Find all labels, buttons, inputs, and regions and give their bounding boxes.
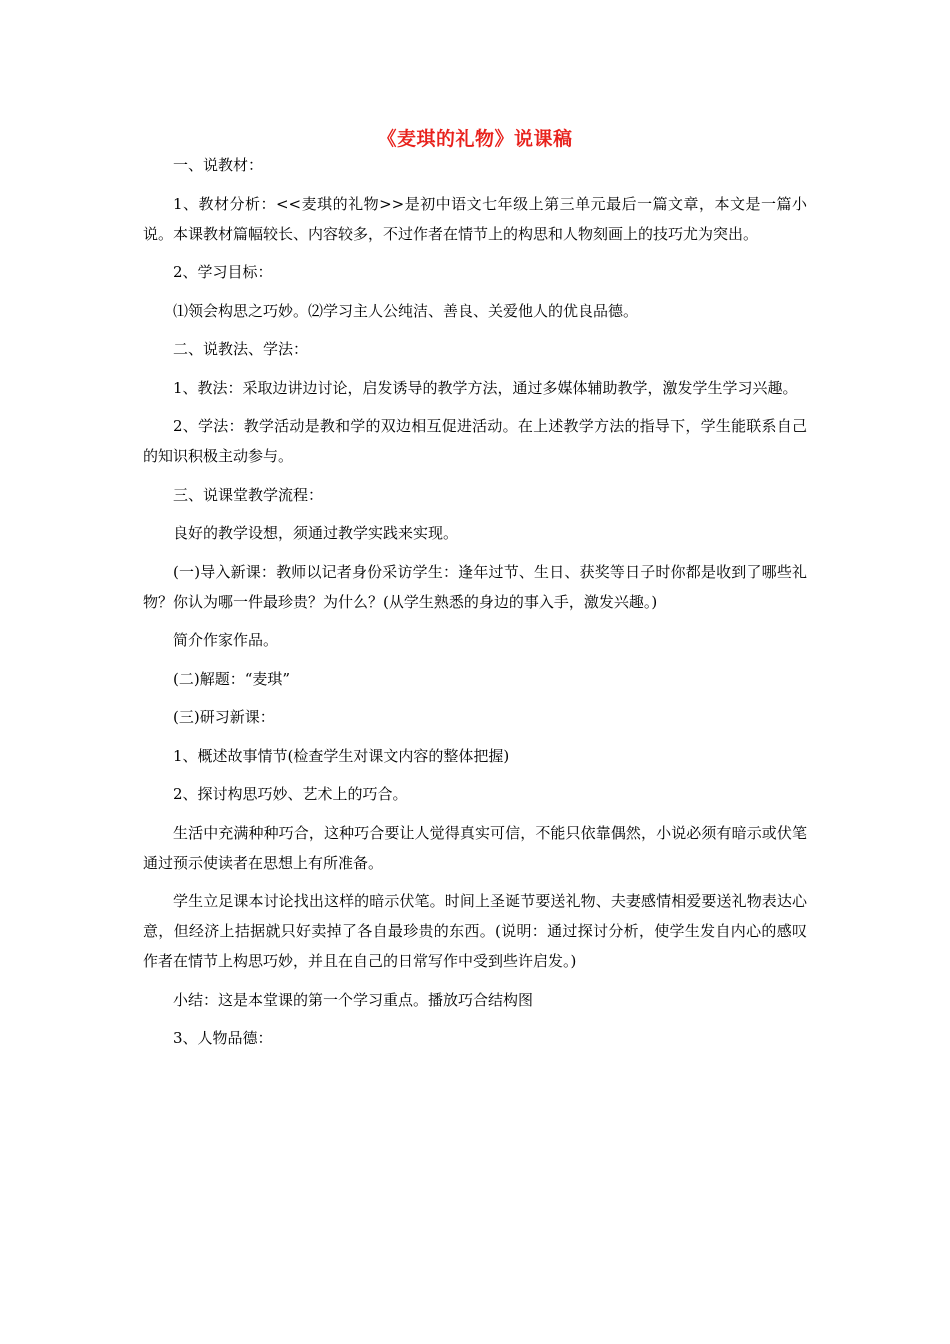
paragraph: 良好的教学设想，须通过教学实践来实现。 [173,524,459,542]
paragraph: 简介作家作品。 [173,631,279,649]
paragraph: 1、教法：采取边讲边讨论，启发诱导的教学方法，通过多媒体辅助教学，激发学生学习兴趣。 [173,378,798,397]
paragraph: 2、学法：教学活动是教和学的双边相互促进活动。在上述教学方法的指导下，学生能联系自己的知识积极主动参与。 [143,417,807,465]
paragraph: 2、学习目标： [173,263,273,281]
paragraph: (二)解题：“麦琪” [173,669,291,688]
paragraph: ⑴领会构思之巧妙。⑵学习主人公纯洁、善良、关爱他人的优良品德。 [173,301,639,320]
paragraph: 一、说教材： [173,156,264,174]
paragraph: 学生立足课本讨论找出这样的暗示伏笔。时间上圣诞节要送礼物、夫妻感情相爱要送礼物表达心意，但经济上拮据就只好卖掉了各自最珍贵的东西。(说明：通过探讨分析，使学生发自内心的感叹作者在情节上构思巧妙，并且在自己的日常写作中受到些许启发。) [143,892,807,970]
paragraph: 生活中充满种种巧合，这种巧合要让人觉得真实可信，不能只依靠偶然，小说必须有暗示或伏笔通过预示使读者在思想上有所准备。 [143,823,807,872]
paragraph: 1、教材分析：<<麦琪的礼物>>是初中语文七年级上第三单元最后一篇文章，本文是一篇小说。本课教材篇幅较长、内容较多，不过作者在情节上的构思和人物刻画上的技巧尤为突出。 [143,194,807,243]
paragraph: (三)研习新课： [173,708,275,726]
paragraph: 2、探讨构思巧妙、艺术上的巧合。 [173,785,408,803]
paragraph: 1、概述故事情节(检查学生对课文内容的整体把握) [173,746,510,765]
paragraph: 3、人物品德： [173,1029,273,1047]
paragraph: 小结：这是本堂课的第一个学习重点。播放巧合结构图 [173,990,534,1009]
document-body [143,150,807,1062]
document-title: 《麦琪的礼物》说课稿 [377,128,573,150]
paragraph: 二、说教法、学法： [173,340,309,358]
paragraph: 三、说课堂教学流程： [173,485,324,504]
paragraph: (一)导入新课：教师以记者身份采访学生：逢年过节、生日、获奖等日子时你都是收到了哪些礼物？你认为哪一件最珍贵？为什么？(从学生熟悉的身边的事入手，激发兴趣。) [143,562,807,611]
